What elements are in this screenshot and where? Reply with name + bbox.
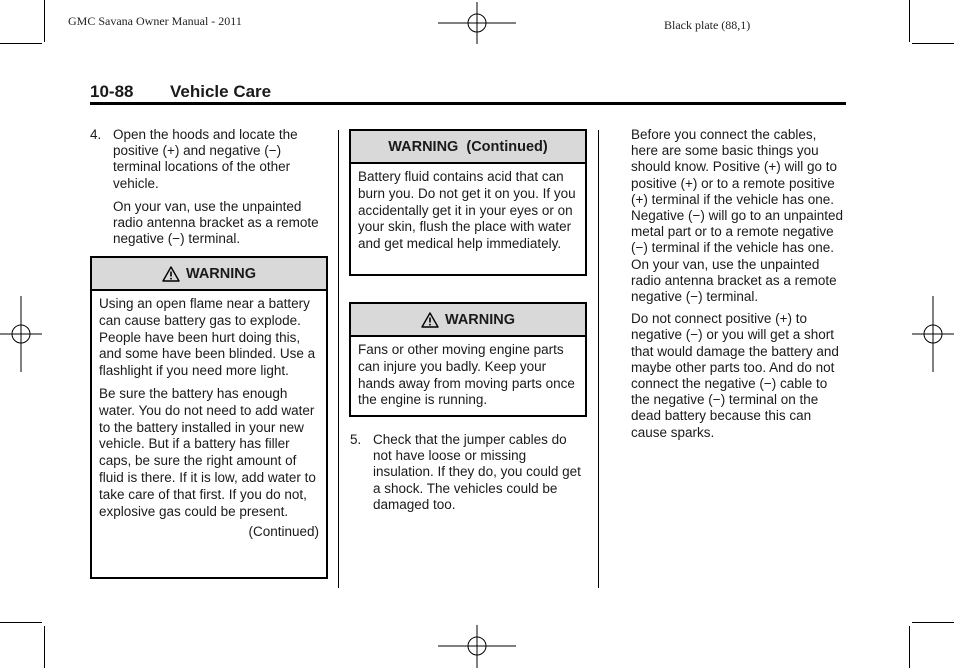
continued-label: (Continued) bbox=[248, 524, 319, 540]
warning-box-flame bbox=[90, 256, 328, 579]
crop-mark-top-right-v bbox=[909, 0, 910, 42]
registration-mark-right-icon bbox=[912, 296, 954, 372]
warning-body bbox=[351, 337, 585, 409]
registration-mark-top-icon bbox=[438, 2, 516, 44]
column-1 bbox=[90, 127, 328, 254]
warning-text: Fans or other moving engine parts can injure you badly. Keep your hands away from moving parts once the engine is running. bbox=[358, 342, 575, 408]
crop-mark-bottom-left-v bbox=[44, 626, 45, 668]
warning-body bbox=[92, 291, 326, 541]
warning-triangle-icon bbox=[162, 266, 180, 282]
registration-mark-left-icon bbox=[0, 296, 42, 372]
crop-mark-bottom-right-v bbox=[909, 626, 910, 668]
header-rule bbox=[90, 102, 846, 105]
warning-text: Battery fluid contains acid that can burn you. Do not get it on you. If you accidentally get it in your eyes or on your skin, flush the place with water and get medical help immediately. bbox=[358, 169, 576, 252]
crop-mark-top-left-h bbox=[0, 43, 42, 44]
warning-triangle-icon bbox=[421, 312, 439, 328]
warning-box-fans bbox=[349, 302, 587, 417]
manual-title: GMC Savana Owner Manual - 2011 bbox=[68, 14, 242, 28]
step-4 bbox=[90, 127, 328, 247]
crop-mark-bottom-right-h bbox=[912, 622, 954, 623]
crop-mark-top-right-h bbox=[912, 43, 954, 44]
paragraph-do-not-connect: Do not connect positive (+) to negative (−) or you will get a short that would damage the battery and maybe other parts too. And do not connect the negative (−) cable to the negative (−) terminal on the dead battery because this can cause sparks. bbox=[631, 311, 839, 440]
step-number: 5. bbox=[350, 432, 362, 447]
warning-label: WARNING bbox=[185, 265, 257, 282]
paragraph-cable-basics: Before you connect the cables, here are some basic things you should know. Positive (+) will go to positive (+) or to a remote positive (+) terminal if the vehicle has one. Negative (−) will go to an unpainted metal part or to a remote negative (−) terminal if the vehicle has one. On your van, use the unpainted radio antenna bracket as a remote negative (−) terminal. bbox=[631, 127, 844, 305]
plate-label: Black plate (88,1) bbox=[664, 18, 751, 32]
warning-box-continued bbox=[349, 129, 587, 276]
warning-paragraph-2: Be sure the battery has enough water. You do not need to add water to the battery installed in your new vehicle. But if a battery has filler caps, be sure the right amount of fluid is there. If it is low, add water to take care of that first. If you do not, explosive gas could be present. bbox=[99, 385, 316, 519]
crop-mark-top-left-v bbox=[44, 0, 45, 42]
section-title: Vehicle Care bbox=[170, 82, 272, 101]
step-subtext: On your van, use the unpainted radio antenna bracket as a remote negative (−) terminal. bbox=[113, 198, 319, 247]
column-3 bbox=[631, 127, 847, 448]
warning-heading bbox=[92, 258, 326, 291]
warning-body bbox=[351, 164, 585, 253]
warning-label: WARNING bbox=[444, 311, 516, 328]
warning-heading bbox=[351, 304, 585, 337]
crop-mark-bottom-left-h bbox=[0, 622, 42, 623]
warning-paragraph-1: Using an open flame near a battery can cause battery gas to explode. People have been hurt doing this, and some have been blinded. Use a flashlight if you need more light. bbox=[99, 296, 316, 379]
column-divider-1 bbox=[338, 130, 339, 588]
column-2-step bbox=[350, 432, 586, 520]
column-divider-2 bbox=[598, 130, 599, 588]
registration-mark-bottom-icon bbox=[438, 625, 516, 668]
section-header bbox=[90, 80, 846, 102]
warning-continued-heading: WARNING (Continued) bbox=[351, 131, 585, 164]
step-5 bbox=[350, 432, 586, 513]
step-text: Check that the jumper cables do not have loose or missing insulation. If they do, you could get a shock. The vehicles could be damaged too. bbox=[373, 432, 581, 512]
step-text: Open the hoods and locate the positive (+) and negative (−) terminal locations of the other vehicle. bbox=[113, 127, 298, 191]
step-number: 4. bbox=[90, 127, 102, 142]
section-number: 10-88 bbox=[90, 82, 134, 101]
